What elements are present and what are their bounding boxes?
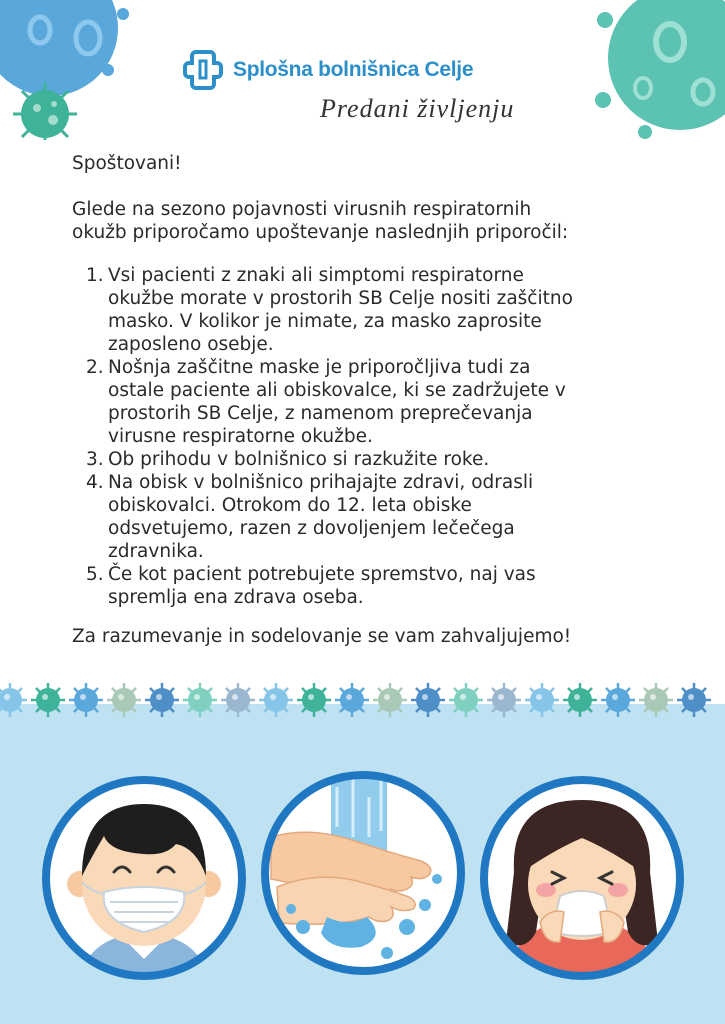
list-item-line: okužbe morate v prostorih SB Celje nositi zaščitno — [108, 288, 573, 309]
closing-line: Za razumevanje in sodelovanje se vam zahvaljujemo! — [72, 626, 572, 647]
greeting: Spoštovani! — [72, 153, 182, 174]
list-item — [86, 448, 666, 471]
list-item-line: Če kot pacient potrebujete spremstvo, naj vas — [108, 564, 536, 585]
list-item-line: spremlja ena zdrava oseba. — [108, 587, 364, 608]
intro-line: Glede na sezono pojavnosti virusnih respiratornih — [72, 199, 532, 220]
small-virus-icon — [31, 683, 65, 717]
list-item-line: Na obisk v bolnišnico prihajajte zdravi, odrasli — [108, 472, 534, 493]
list-item — [86, 356, 666, 448]
small-virus-icon — [335, 683, 369, 717]
hospital-name: Splošna bolnišnica Celje — [233, 58, 474, 81]
list-item-number: 1. — [86, 265, 104, 286]
list-item-line: ostale paciente ali obiskovalce, ki se zadržujete v — [108, 380, 566, 401]
list-item-line: zaposleno osebje. — [108, 334, 274, 355]
list-item — [86, 471, 666, 563]
sneezing-illustration — [476, 772, 688, 984]
intro-line: okužb priporočamo upoštevanje naslednjih priporočil: — [72, 222, 569, 243]
list-item-number: 2. — [86, 357, 104, 378]
list-item-line: prostorih SB Celje, z namenom preprečevanja — [108, 403, 533, 424]
small-virus-icon — [107, 683, 141, 717]
virus-decoration-top-left — [0, 0, 150, 140]
small-virus-icon — [525, 683, 559, 717]
small-virus-icon — [373, 683, 407, 717]
list-item-line: Nošnja zaščitne maske je priporočljiva tudi za — [108, 357, 531, 378]
small-virus-icon — [221, 683, 255, 717]
list-item-line: odsvetujemo, razen z dovoljenjem lečečega — [108, 518, 515, 539]
small-virus-icon — [259, 683, 293, 717]
hospital-logo — [181, 48, 473, 92]
small-virus-icon — [0, 683, 27, 717]
list-item-line: obiskovalci. Otrokom do 12. leta obiske — [108, 495, 472, 516]
tagline: Predani življenju — [320, 94, 515, 123]
intro-paragraph — [72, 198, 672, 244]
small-virus-icon — [69, 683, 103, 717]
list-item-number: 3. — [86, 449, 104, 470]
list-item-number: 5. — [86, 564, 104, 585]
small-virus-icon — [411, 683, 445, 717]
small-virus-icon — [563, 683, 597, 717]
small-virus-icon — [449, 683, 483, 717]
virus-decoration-top-right — [575, 0, 725, 140]
hospital-cross-logo-icon — [181, 48, 225, 92]
small-virus-icon — [639, 683, 673, 717]
list-item-line: Ob prihodu v bolnišnico si razkužite roke. — [108, 449, 490, 470]
hand-washing-illustration — [257, 767, 469, 979]
list-item-number: 4. — [86, 472, 104, 493]
virus-row-decoration — [0, 676, 725, 724]
small-virus-icon — [601, 683, 635, 717]
recommendations-list — [86, 264, 666, 609]
list-item — [86, 563, 666, 609]
list-item-line: zdravnika. — [108, 541, 204, 562]
list-item-line: Vsi pacienti z znaki ali simptomi respiratorne — [108, 265, 524, 286]
small-virus-icon — [183, 683, 217, 717]
list-item-line: masko. V kolikor je nimate, za masko zaprosite — [108, 311, 542, 332]
list-item-line: virusne respiratorne okužbe. — [108, 426, 373, 447]
small-virus-icon — [677, 683, 711, 717]
small-virus-icon — [487, 683, 521, 717]
list-item — [86, 264, 666, 356]
mask-wearing-illustration — [38, 772, 250, 984]
small-virus-icon — [297, 683, 331, 717]
small-virus-icon — [145, 683, 179, 717]
